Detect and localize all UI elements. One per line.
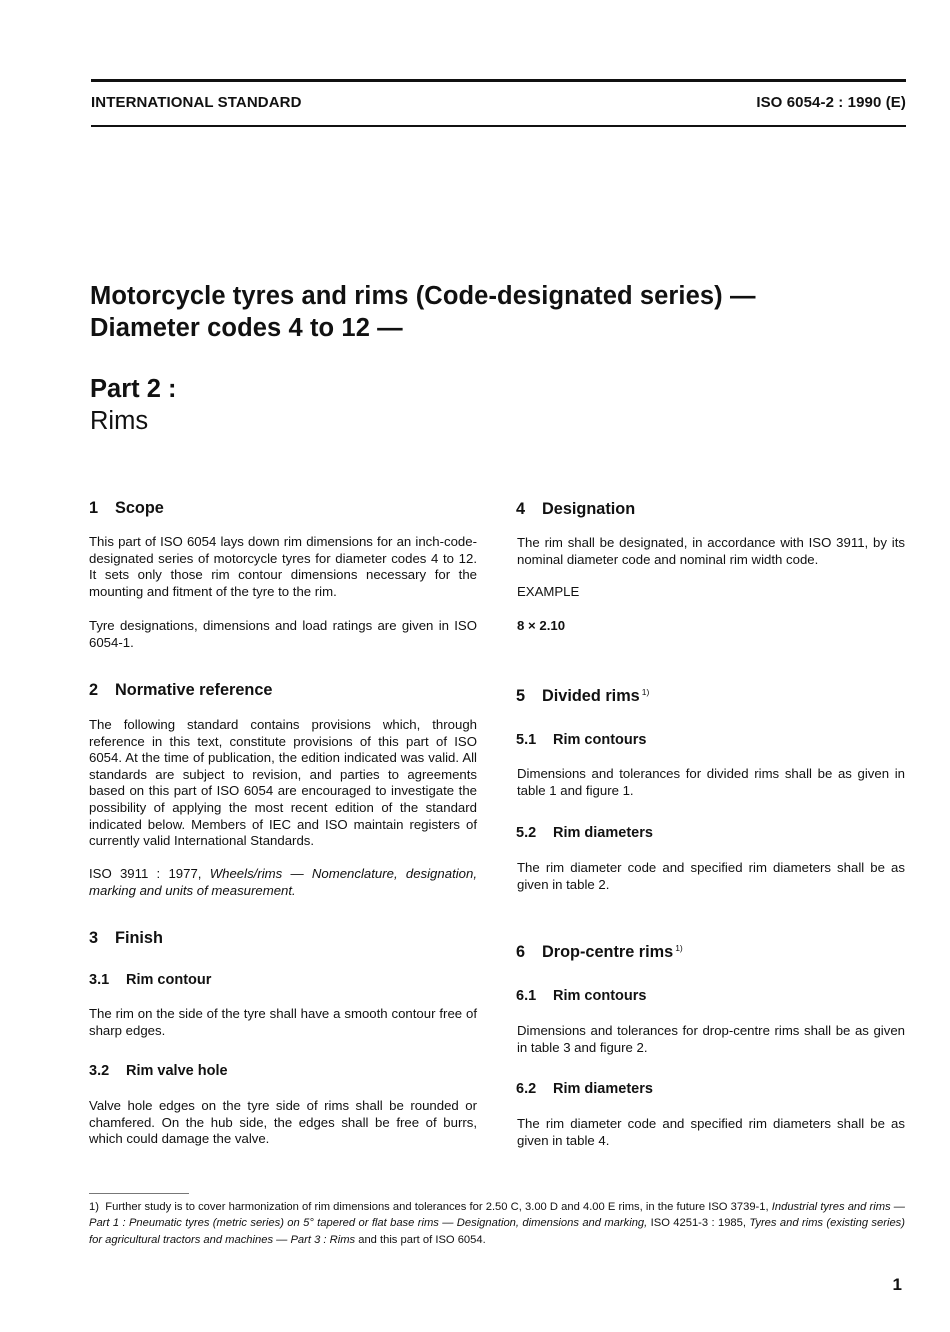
footnote	[89, 1199, 905, 1248]
section-number: 1	[89, 499, 99, 517]
section-number: 2	[89, 681, 99, 699]
part-heading: Part 2 :	[90, 375, 177, 403]
section-3-2-heading	[89, 1063, 228, 1079]
subsection-number: 6.2	[516, 1081, 537, 1097]
section-4-heading	[516, 500, 635, 519]
example-label: EXAMPLE	[517, 584, 580, 599]
example-value: 8 × 2.10	[517, 618, 566, 633]
section-6-2-heading	[516, 1081, 653, 1097]
subsection-title: Rim valve hole	[126, 1063, 228, 1079]
section-title: Drop-centre rims	[542, 943, 674, 961]
subsection-title: Rim diameters	[553, 825, 653, 841]
section-3-heading	[89, 929, 163, 948]
section-title: Finish	[115, 929, 163, 947]
subsection-number: 3.1	[89, 972, 110, 988]
header-top-rule	[91, 79, 906, 82]
header-bottom-rule	[91, 125, 906, 127]
footnote-text-1: Further study is to cover harmonization of rim dimensions and tolerances for 2.50 C, 3.00 D and 4.00 E rims, in the future ISO 3739-1,	[105, 1201, 769, 1213]
section-title: Normative reference	[115, 681, 273, 699]
normative-reference-citation	[89, 866, 477, 899]
subsection-number: 5.1	[516, 732, 537, 748]
footnote-text-3: and this part of ISO 6054.	[358, 1233, 486, 1246]
section-3-1-heading	[89, 972, 211, 988]
scope-paragraph-1: This part of ISO 6054 lays down rim dimensions for an inch-code-designated series of motorcycle tyres for diameter codes 4 to 12. It sets only those rim contour dimensions necessary for the mounting and fitment of the tyre to the rim.	[89, 534, 477, 599]
drop-centre-contours-paragraph: Dimensions and tolerances for drop-centre rims shall be as given in table 3 and figure 2.	[517, 1023, 905, 1055]
section-5-heading	[516, 687, 649, 706]
footnote-reference: 1)	[641, 687, 650, 697]
part-subtitle: Rims	[90, 407, 149, 435]
section-1-heading	[89, 499, 164, 518]
section-2-heading	[89, 681, 272, 700]
section-5-2-heading	[516, 825, 653, 841]
footnote-text-2: ISO 4251-3 : 1985,	[650, 1217, 746, 1230]
section-6-1-heading	[516, 988, 646, 1004]
section-6-heading	[516, 943, 683, 962]
footnote-reference: 1)	[675, 943, 683, 953]
document-title-line-1: Motorcycle tyres and rims (Code-designated series) —	[90, 282, 756, 310]
section-5-1-heading	[516, 732, 646, 748]
designation-paragraph: The rim shall be designated, in accordance with ISO 3911, by its nominal diameter code and nominal rim width code.	[517, 535, 905, 567]
citation-number: ISO 3911 : 1977,	[89, 866, 202, 881]
header-left: INTERNATIONAL STANDARD	[91, 94, 302, 111]
section-title: Scope	[115, 499, 164, 517]
normative-reference-paragraph: The following standard contains provisions which, through reference in this text, constitute provisions of this part of ISO 6054. At the time of publication, the edition indicated was valid. All standards are subject to revision, and parties to agreements based on this part of ISO 6054 are encouraged to investigate the possibility of applying the most recent edition of the standard indicated below. Members of IEC and ISO maintain registers of currently valid International Standards.	[89, 717, 477, 849]
section-title: Designation	[542, 500, 636, 518]
subsection-title: Rim contour	[126, 972, 212, 988]
citation-title: Wheels/rims — Nomenclature, designation, marking and units of measurement.	[89, 866, 477, 898]
section-title: Divided rims	[542, 687, 640, 705]
footnote-italic-1: Industrial tyres and rims — Part 1 : Pneumatic tyres (metric series) on 5° tapered or flat base rims — Designation, dimensions and marking,	[89, 1201, 905, 1230]
subsection-title: Rim contours	[553, 988, 647, 1004]
divided-rims-contours-paragraph: Dimensions and tolerances for divided rims shall be as given in table 1 and figure 1.	[517, 766, 905, 798]
footnote-rule	[89, 1193, 189, 1194]
section-number: 3	[89, 929, 99, 947]
section-number: 5	[516, 687, 526, 705]
footnote-italic-2: Tyres and rims (existing series) for agricultural tractors and machines — Part 3 : Rims	[89, 1217, 906, 1246]
rim-contour-paragraph: The rim on the side of the tyre shall have a smooth contour free of sharp edges.	[89, 1006, 477, 1038]
subsection-title: Rim diameters	[553, 1081, 653, 1097]
subsection-number: 6.1	[516, 988, 537, 1004]
subsection-title: Rim contours	[553, 732, 647, 748]
document-title-line-2: Diameter codes 4 to 12 —	[90, 314, 403, 342]
subsection-number: 5.2	[516, 825, 537, 841]
scope-paragraph-2: Tyre designations, dimensions and load ratings are given in ISO 6054-1.	[89, 618, 477, 650]
footnote-marker: 1)	[89, 1201, 99, 1213]
page-number: 1	[892, 1275, 902, 1294]
drop-centre-diameters-paragraph: The rim diameter code and specified rim diameters shall be as given in table 4.	[517, 1116, 905, 1148]
divided-rims-diameters-paragraph: The rim diameter code and specified rim diameters shall be as given in table 2.	[517, 860, 905, 892]
header-right: ISO 6054-2 : 1990 (E)	[756, 94, 906, 111]
section-number: 4	[516, 500, 526, 518]
rim-valve-hole-paragraph: Valve hole edges on the tyre side of rims shall be rounded or chamfered. On the hub side, the edges shall be free of burrs, which could damage the valve.	[89, 1098, 477, 1147]
section-number: 6	[516, 943, 526, 961]
subsection-number: 3.2	[89, 1063, 110, 1079]
